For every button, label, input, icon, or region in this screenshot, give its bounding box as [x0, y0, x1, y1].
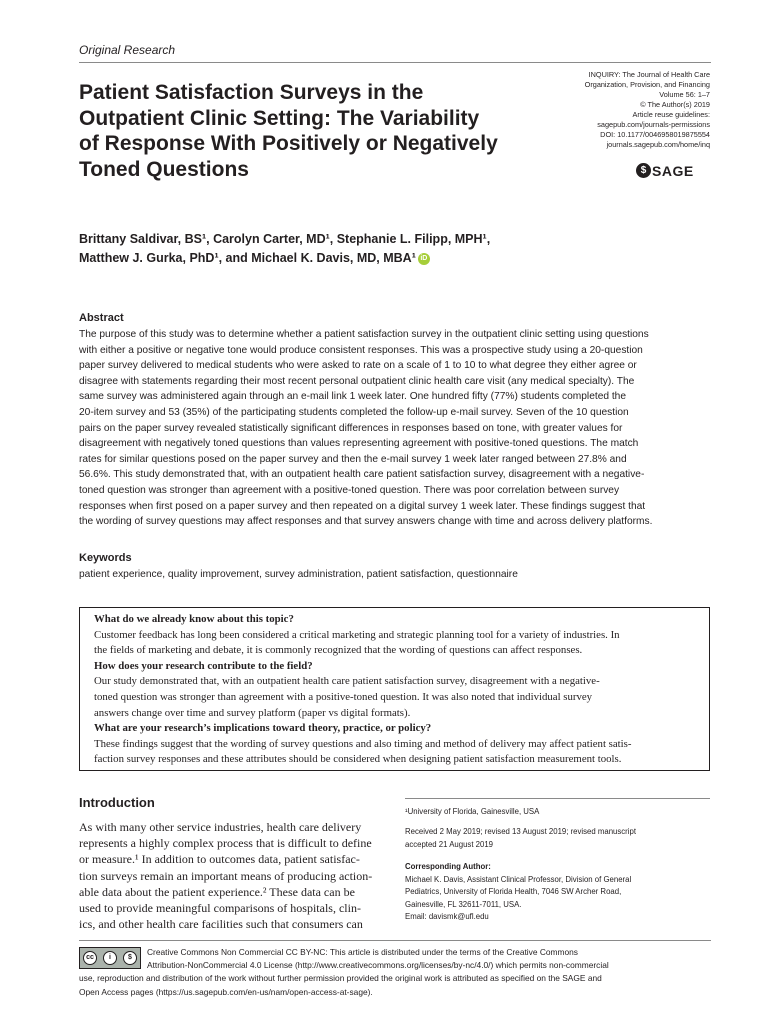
- introduction-heading: Introduction: [79, 795, 155, 810]
- author-line: Brittany Saldivar, BS¹, Carolyn Carter, MD¹, Stephanie L. Filipp, MPH¹,: [79, 232, 491, 246]
- abstract-line: rates for similar questions posed on the paper survey and then the e-mail survey 1 week later ranged between 27.8% and: [79, 453, 627, 465]
- author-list: [79, 230, 711, 268]
- summary-answer-line: answers change over time and survey platform (paper vs digital formats).: [94, 706, 411, 719]
- abstract-heading: Abstract: [79, 312, 124, 324]
- corresponding-line: Pediatrics, University of Florida Health, 7046 SW Archer Road,: [405, 887, 622, 896]
- by-icon: i: [103, 951, 117, 965]
- title-line: Outpatient Clinic Setting: The Variability: [79, 106, 480, 130]
- affiliation: ¹University of Florida, Gainesville, USA: [405, 807, 540, 816]
- footer-divider: [79, 940, 711, 941]
- intro-line: or measure.¹ In addition to outcomes data, patient satisfac-: [79, 852, 360, 867]
- article-title: [79, 80, 539, 182]
- orcid-icon[interactable]: iD: [418, 253, 430, 265]
- article-dates: [405, 826, 715, 851]
- abstract-line: paper survey delivered to medical students who were asked to rate on a scale of 1 to 10 to what degree they either agree or: [79, 360, 637, 372]
- summary-answer-line: Our study demonstrated that, with an outpatient health care patient satisfaction survey, disagreement with a negative-: [94, 675, 600, 688]
- abstract-line: with either a positive or negative tone would produce consistent responses. This was a prospective study using a 20-question: [79, 344, 643, 356]
- title-line: Toned Questions: [79, 157, 249, 181]
- cc-icon: cc: [83, 951, 97, 965]
- corresponding-author: [405, 861, 715, 924]
- summary-question: How does your research contribute to the field?: [94, 659, 313, 672]
- nc-icon: $: [123, 951, 137, 965]
- date-line: accepted 21 August 2019: [405, 839, 494, 849]
- summary-box-text: [94, 612, 704, 768]
- abstract-line: 56.6%. This study demonstrated that, with an outpatient health care patient satisfaction survey, disagreement with a negative-: [79, 469, 645, 481]
- intro-line: tion surveys remain an important means of producing action-: [79, 868, 373, 883]
- journal-line: Volume 56: 1–7: [659, 90, 710, 99]
- license-line: use, reproduction and distribution of the work without further permission provided the original work is attributed as specified on the SAGE and: [79, 973, 602, 984]
- intro-line: able data about the patient experience.² These data can be: [79, 884, 355, 899]
- sidebar-divider: [405, 798, 710, 799]
- title-line: Patient Satisfaction Surveys in the: [79, 81, 424, 104]
- journal-line: Article reuse guidelines:: [632, 110, 710, 119]
- abstract-line: disagree with statements regarding their most recent personal outpatient clinic health care visit (any medical specialty). The: [79, 375, 635, 387]
- journal-info: [520, 70, 710, 150]
- abstract-line: disagreement with negatively toned questions than values representing agreement with positive-toned questions. The match: [79, 438, 639, 450]
- abstract-body: [79, 327, 712, 530]
- abstract-line: 20-item survey and 53 (35%) of the participating students completed the follow-up e-mail survey. Seven of the 10 question: [79, 406, 629, 418]
- journal-line: Organization, Provision, and Financing: [584, 80, 710, 89]
- summary-answer-line: the fields of marketing and debate, it is commonly recognized that the wording of questions can affect responses.: [94, 644, 583, 657]
- license-text: [79, 946, 714, 999]
- summary-answer-line: Customer feedback has long been considered a critical marketing and strategic planning tool for a variety of industries. In: [94, 628, 620, 641]
- sage-s-icon: $: [636, 163, 651, 178]
- intro-line: ics, and other health care facilities such that consumers can: [79, 917, 363, 932]
- abstract-line: toned question was stronger than agreement with a positive-toned question. There was poor correlation between survey: [79, 484, 620, 496]
- corresponding-heading: Corresponding Author:: [405, 862, 491, 871]
- abstract-line: responses when first posed on a paper survey and then repeated on a digital survey 1 week later. These findings suggest that: [79, 500, 646, 512]
- corresponding-line: Gainesville, FL 32611-7011, USA.: [405, 899, 522, 909]
- license-line: Open Access pages (https://us.sagepub.com/en-us/nam/open-access-at-sage).: [79, 986, 373, 997]
- summary-question: What do we already know about this topic?: [94, 613, 294, 625]
- intro-line: represents a highly complex process that is difficult to define: [79, 836, 372, 851]
- corresponding-line: Michael K. Davis, Assistant Clinical Professor, Division of General: [405, 874, 632, 884]
- section-label: Original Research: [79, 43, 176, 57]
- abstract-line: pairs on the paper survey revealed statistically significant differences in responses based on tone, with greater values for: [79, 422, 623, 434]
- doi-link[interactable]: DOI: 10.1177/0046958019875554: [600, 130, 710, 139]
- sage-wordmark: SAGE: [652, 162, 694, 179]
- summary-answer-line: These findings suggest that the wording of survey questions and also timing and method of delivery may affect patient satis-: [94, 737, 632, 750]
- journal-line: INQUIRY: The Journal of Health Care: [588, 70, 710, 79]
- keywords-heading: Keywords: [79, 552, 132, 564]
- author-line: [79, 249, 711, 268]
- summary-answer-line: faction survey responses and these attributes should be considered when designing patient satisfaction measurement tools.: [94, 753, 622, 766]
- intro-line: used to provide meaningful comparisons of hospitals, clin-: [79, 901, 361, 916]
- license-line: Attribution-NonCommercial 4.0 License (http://www.creativecommons.org/licenses/by-nc/4.0/) which permits non-commercial: [147, 960, 609, 971]
- abstract-line: The purpose of this study was to determine whether a patient satisfaction survey in the outpatient clinic setting using questions: [79, 329, 649, 340]
- summary-question: What are your research’s implications toward theory, practice, or policy?: [94, 722, 432, 735]
- journal-line: © The Author(s) 2019: [640, 100, 710, 109]
- journal-home-link[interactable]: journals.sagepub.com/home/inq: [606, 140, 710, 149]
- abstract-line: same survey was administered again through an e-mail link 1 week later. One hundred fifty (77%) students completed the: [79, 391, 627, 403]
- header-divider: [79, 62, 711, 63]
- corresponding-email[interactable]: Email: davismk@ufl.edu: [405, 912, 489, 921]
- summary-answer-line: toned question was stronger than agreement with a positive-toned question. It was also noted that individual survey: [94, 690, 593, 703]
- license-line: Creative Commons Non Commercial CC BY-NC: This article is distributed under the terms of the Creative Commons: [147, 947, 578, 957]
- journal-link[interactable]: sagepub.com/journals-permissions: [597, 120, 710, 129]
- author-line-text: Matthew J. Gurka, PhD¹, and Michael K. Davis, MD, MBA¹: [79, 251, 416, 265]
- intro-line: As with many other service industries, health care delivery: [79, 820, 362, 834]
- keywords-text: patient experience, quality improvement, survey administration, patient satisfaction, questionnaire: [79, 569, 518, 580]
- title-line: of Response With Positively or Negatively: [79, 132, 498, 155]
- abstract-line: the wording of survey questions may affect responses and that survey answers change with time and across delivery platforms.: [79, 516, 653, 528]
- date-line: Received 2 May 2019; revised 13 August 2019; revised manuscript: [405, 827, 637, 836]
- sage-logo: [636, 162, 710, 180]
- introduction-body: [79, 819, 384, 932]
